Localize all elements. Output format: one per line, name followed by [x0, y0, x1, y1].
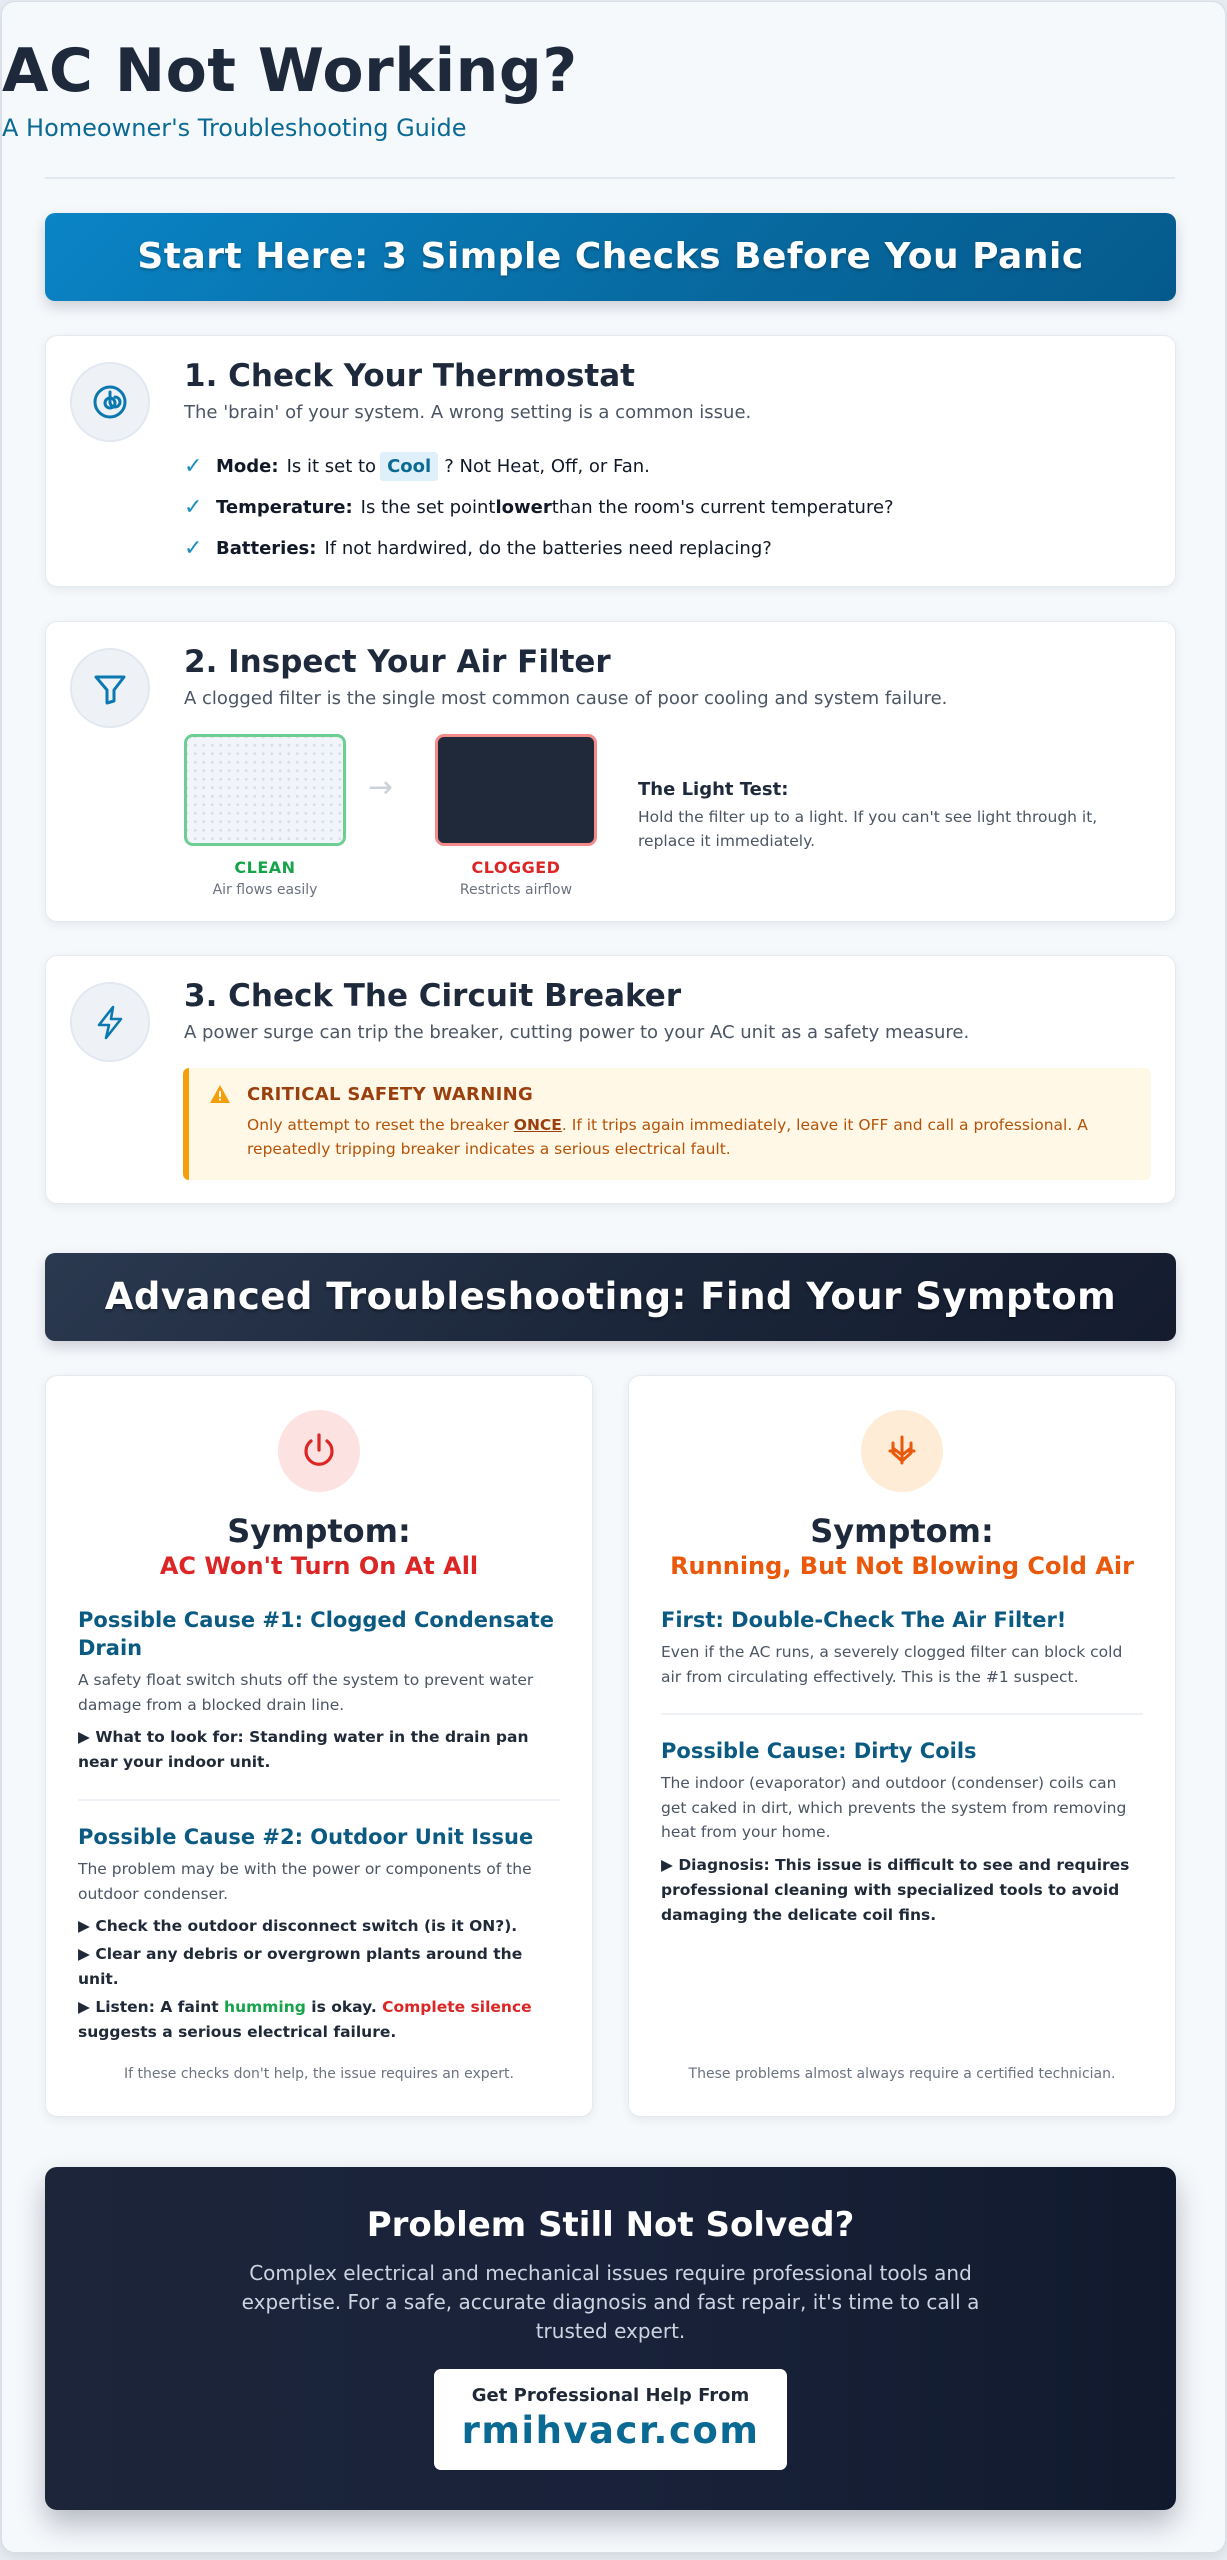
warning-text-part: Only attempt to reset the breaker	[247, 1116, 514, 1134]
circuit-breaker-check-card	[45, 955, 1176, 1204]
call-to-action-section	[45, 2167, 1176, 2510]
symptom-causes	[78, 1606, 560, 2048]
page-subtitle: A Homeowner's Troubleshooting Guide	[2, 114, 467, 142]
cause-title: Possible Cause #2: Outdoor Unit Issue	[78, 1825, 534, 1849]
symptom-footer: These problems almost always require a certified technician.	[688, 2066, 1116, 2082]
symptom-causes	[661, 1606, 1143, 1931]
thermostat-check-card	[45, 335, 1176, 587]
air-filter-check-card	[45, 621, 1176, 922]
symptom-card-no-cold-air	[628, 1375, 1176, 2117]
card-title: 2. Inspect Your Air Filter	[184, 644, 611, 680]
cause-point: ▶ Clear any debris or overgrown plants around the unit.	[78, 1945, 523, 1988]
listen-ok-text: humming	[224, 1998, 306, 2016]
card-description: The 'brain' of your system. A wrong setting is a common issue.	[184, 402, 752, 423]
cta-text: Complex electrical and mechanical issues require professional tools and expertise. For a safe, accurate diagnosis and fast repair, it's time to call a trusted expert.	[241, 2261, 980, 2343]
item-label: Temperature:	[216, 497, 353, 518]
arrow-right-icon: →	[368, 770, 394, 805]
divider	[661, 1713, 1143, 1715]
cause-description: The indoor (evaporator) and outdoor (condenser) coils can get caked in dirt, which prevents the system from removing heat from your home.	[661, 1774, 1127, 1841]
light-test-title: The Light Test:	[638, 779, 789, 800]
basic-checks-banner: Start Here: 3 Simple Checks Before You Panic	[45, 213, 1176, 301]
cause-description: Even if the AC runs, a severely clogged filter can block cold air from circulating effectively. This is the #1 suspect.	[661, 1643, 1123, 1686]
warning-triangle-icon	[209, 1084, 231, 1108]
listen-text: suggests a serious electrical failure.	[78, 2023, 397, 2041]
professional-help-button[interactable]	[434, 2369, 787, 2470]
cause-title: Possible Cause #1: Clogged Condensate Drain	[78, 1608, 554, 1660]
cause-point: ▶ Check the outdoor disconnect switch (is it ON?).	[78, 1917, 518, 1935]
card-description: A power surge can trip the breaker, cutting power to your AC unit as a safety measure.	[184, 1022, 970, 1043]
symptom-name: Running, But Not Blowing Cold Air	[670, 1552, 1134, 1580]
symptom-name: AC Won't Turn On At All	[159, 1552, 479, 1580]
mode-cool-badge: Cool	[380, 452, 438, 481]
website-link[interactable]: rmihvacr.com	[461, 2409, 760, 2452]
clogged-filter-illustration	[435, 734, 597, 846]
infographic-page	[1, 1, 1226, 2553]
warning-text-part: . If it trips again immediately, leave it OFF and call a professional. A repeatedly tripping breaker indicates a serious electrical fault.	[247, 1116, 1088, 1158]
card-title: 3. Check The Circuit Breaker	[184, 978, 682, 1014]
item-text: If not hardwired, do the batteries need replacing?	[324, 538, 772, 559]
thermostat-checklist	[184, 446, 894, 569]
item-label: Batteries:	[216, 538, 317, 559]
cause-point-listen	[78, 1995, 560, 2045]
item-label: Mode:	[216, 456, 279, 477]
checklist-item-batteries	[184, 528, 894, 569]
warning-text	[247, 1113, 1147, 1161]
funnel-filter-icon	[70, 648, 150, 728]
clogged-sublabel: Restricts airflow	[459, 882, 573, 898]
check-icon: ✓	[184, 454, 203, 479]
advanced-troubleshooting-banner: Advanced Troubleshooting: Find Your Symptom	[45, 1253, 1176, 1341]
cta-title: Problem Still Not Solved?	[366, 2205, 855, 2245]
header-divider	[45, 177, 1175, 179]
clean-sublabel: Air flows easily	[212, 882, 318, 898]
check-icon: ✓	[184, 536, 203, 561]
item-text: ? Not Heat, Off, or Fan.	[444, 456, 650, 477]
power-icon	[278, 1410, 360, 1492]
cause-description: A safety float switch shuts off the system to prevent water damage from a blocked drain line.	[78, 1671, 534, 1714]
symptom-label: Symptom:	[810, 1512, 994, 1550]
symptom-card-no-power	[45, 1375, 593, 2117]
light-test-text: Hold the filter up to a light. If you can't see light through it, replace it immediately.	[638, 808, 1098, 850]
item-text: Is the set point	[360, 497, 496, 518]
check-icon: ✓	[184, 495, 203, 520]
page-title: AC Not Working?	[2, 36, 578, 106]
item-emphasis: lower	[495, 497, 552, 518]
cause-point: ▶ Diagnosis: This issue is difficult to see and requires professional cleaning with specialized tools to avoid damaging the delicate coil fins.	[661, 1855, 1130, 1924]
warning-emphasis: ONCE	[513, 1116, 562, 1134]
listen-bad-text: Complete silence	[382, 1998, 532, 2016]
listen-text: ▶ Listen: A faint	[78, 1998, 225, 2016]
safety-warning-box	[183, 1068, 1151, 1180]
symptom-footer: If these checks don't help, the issue requires an expert.	[124, 2066, 514, 2082]
cause-point: ▶ What to look for: Standing water in the drain pan near your indoor unit.	[78, 1728, 529, 1771]
snowflake-warning-icon	[861, 1410, 943, 1492]
item-text: Is it set to	[286, 456, 377, 477]
warning-title: CRITICAL SAFETY WARNING	[247, 1084, 534, 1105]
listen-text: is okay.	[305, 1998, 383, 2016]
thermostat-icon	[70, 362, 150, 442]
item-text: than the room's current temperature?	[551, 497, 894, 518]
card-title: 1. Check Your Thermostat	[184, 358, 635, 394]
cta-button-label: Get Professional Help From	[471, 2385, 750, 2406]
cause-title: Possible Cause: Dirty Coils	[661, 1739, 977, 1763]
divider	[78, 1799, 560, 1801]
checklist-item-temperature	[184, 487, 894, 528]
card-description: A clogged filter is the single most common cause of poor cooling and system failure.	[184, 688, 948, 709]
lightning-icon	[70, 982, 150, 1062]
checklist-item-mode	[184, 446, 894, 487]
symptom-label: Symptom:	[227, 1512, 411, 1550]
cause-description: The problem may be with the power or components of the outdoor condenser.	[78, 1860, 532, 1903]
clean-filter-illustration	[184, 734, 346, 846]
clean-label: CLEAN	[234, 858, 296, 877]
clogged-label: CLOGGED	[471, 858, 561, 877]
cause-title: First: Double-Check The Air Filter!	[661, 1608, 1067, 1632]
